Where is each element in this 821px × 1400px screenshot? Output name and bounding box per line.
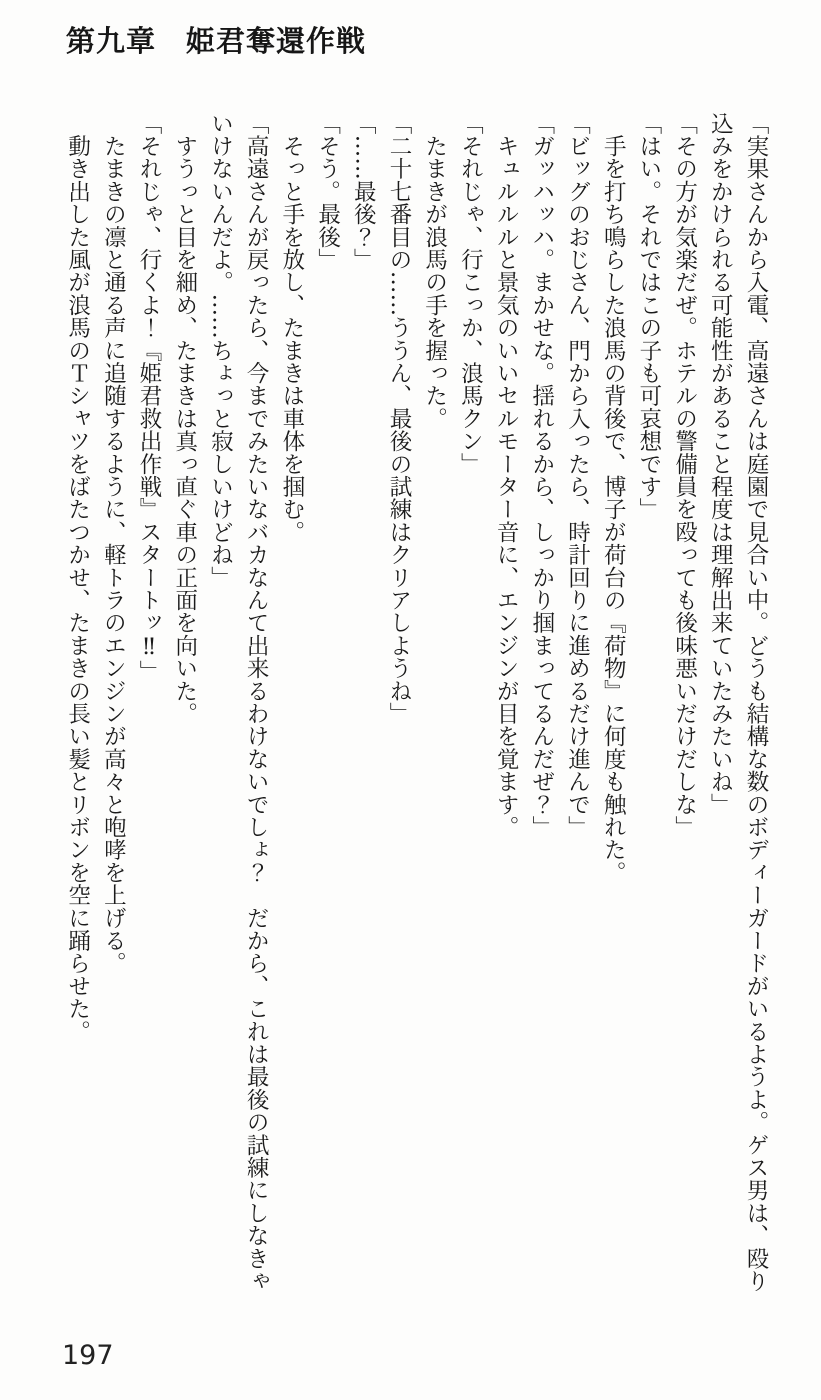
paragraph: 動き出した風が浪馬のＴシャツをばたつかせ、たまきの長い髪とリボンを空に踊らせた。 <box>64 112 91 1043</box>
paragraph: 「その方が気楽だぜ。ホテルの警備員を殴っても後味悪いだけだしな」 <box>671 112 698 839</box>
paragraph: 「ガッハッハ。まかせな。揺れるから、しっかり掴まってるんだぜ？」 <box>528 112 555 839</box>
paragraph: 手を打ち鳴らした浪馬の背後で、博子が荷台の『荷物』に何度も触れた。 <box>600 112 627 884</box>
paragraph: キュルルルと景気のいいセルモーター音に、エンジンが目を覚ます。 <box>493 112 520 839</box>
paragraph: 「そう。最後」 <box>314 112 341 271</box>
page-number: 197 <box>62 1340 114 1371</box>
paragraph: 「高遠さんが戻ったら、今までみたいなバカなんて出来るわけないでしょ？ だから、これは最後の試練にしなきゃいけないんだよ。……ちょっと寂しいけどね」 <box>207 112 270 1293</box>
paragraph: 「二十七番目の……ううん、最後の試練はクリアしようね」 <box>385 112 412 725</box>
paragraph: 「それじゃ、行こっか、浪馬クン」 <box>457 112 484 476</box>
paragraph: 「ビッグのおじさん、門から入ったら、時計回りに進めるだけ進んで」 <box>564 112 591 839</box>
paragraph: すうっと目を細め、たまきは真っ直ぐ車の正面を向いた。 <box>171 112 198 725</box>
paragraph: 「実果さんから入電、高遠さんは庭園で見合い中。どうも結構な数のボディーガードがいるようよ。ゲス男は、殴り込みをかけられる可能性があること程度は理解出来ていたみたいね」 <box>707 112 769 1293</box>
paragraph: 「はい。それではこの子も可哀想です」 <box>635 112 662 521</box>
paragraph: 「……最後？」 <box>350 112 377 271</box>
novel-text-body <box>57 112 773 1312</box>
paragraph: 「それじゃ、行くよ！『姫君救出作戦』スタートッ‼」 <box>136 112 163 683</box>
paragraph: たまきの凛と通る声に追随するように、軽トラのエンジンが高々と咆哮を上げる。 <box>100 112 127 975</box>
chapter-title: 第九章 姫君奪還作戦 <box>66 24 367 58</box>
paragraph: そっと手を放し、たまきは車体を掴む。 <box>278 112 305 544</box>
paragraph: たまきが浪馬の手を握った。 <box>421 112 448 430</box>
